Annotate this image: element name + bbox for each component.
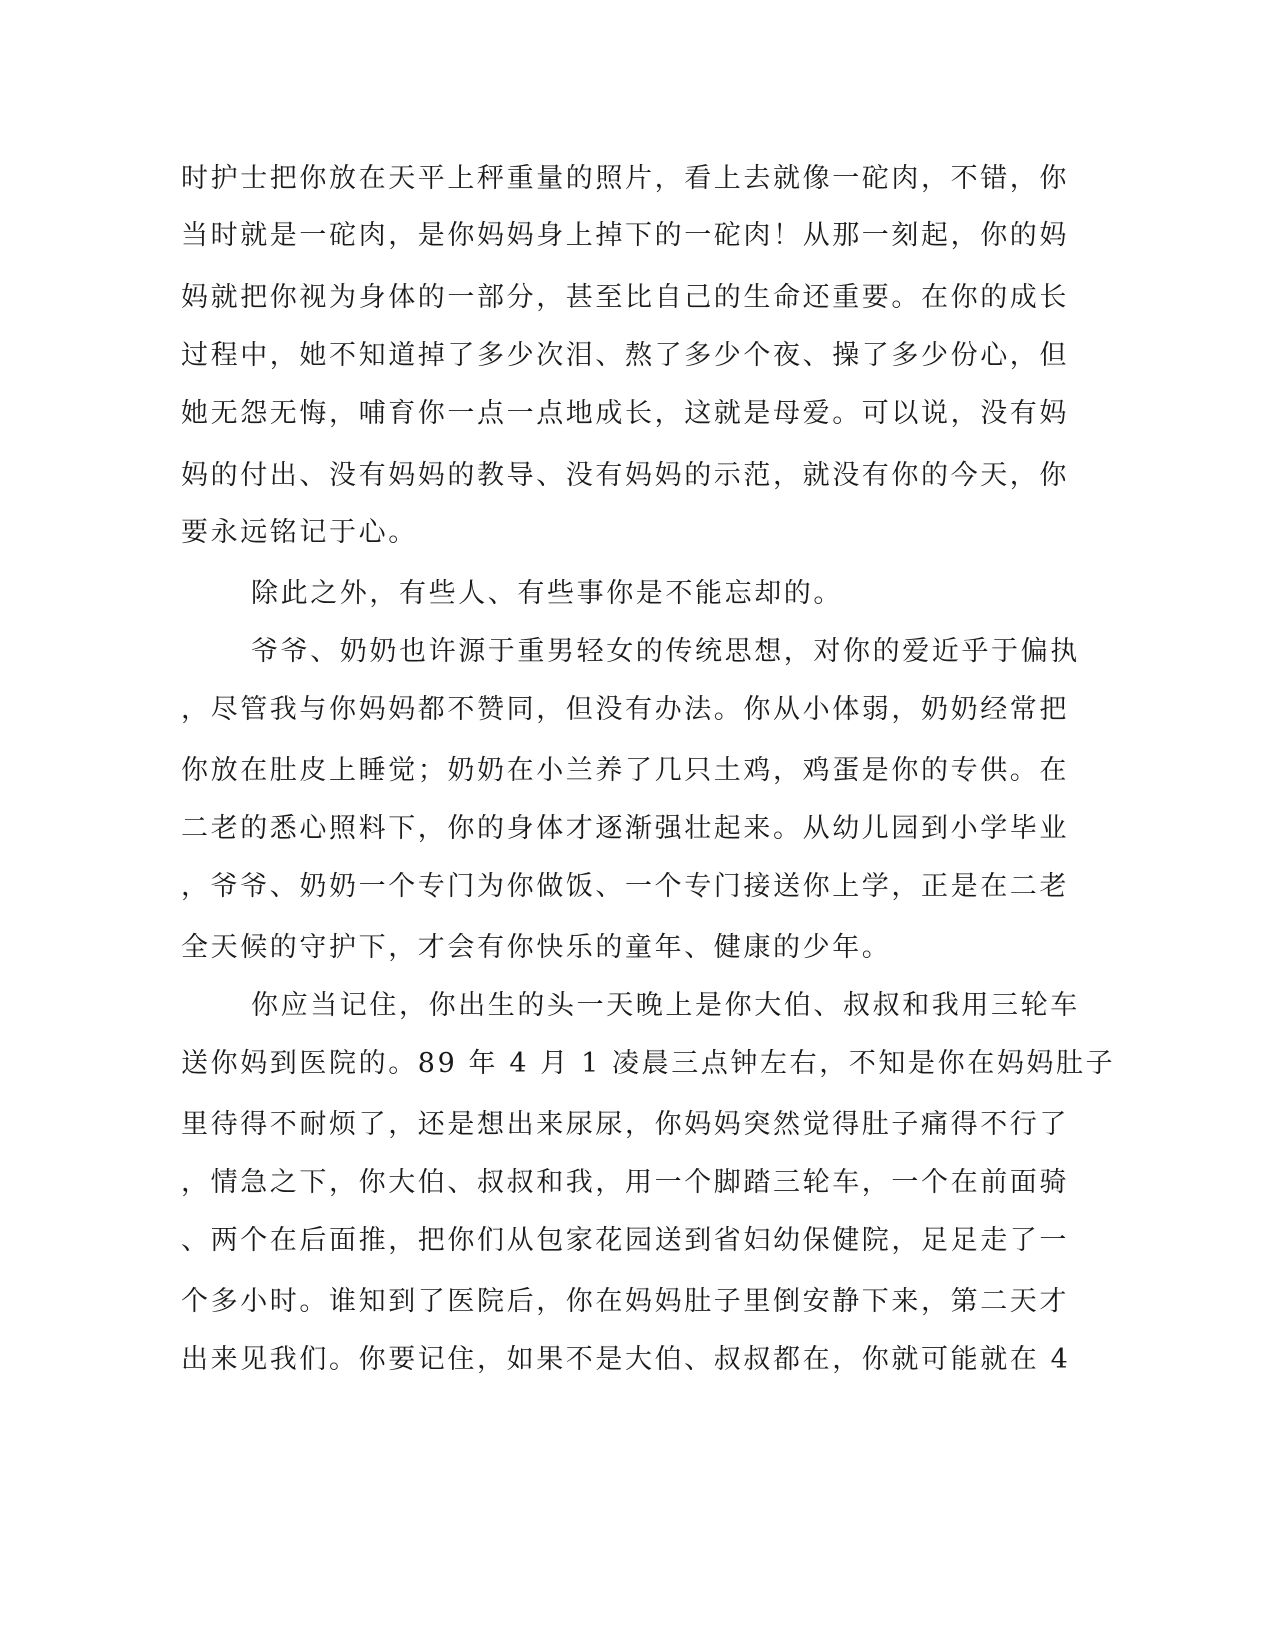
text-line: ，情急之下，你大伯、叔叔和我，用一个脚踏三轮车，一个在前面骑 [181,1167,1069,1198]
text-line: 全天候的守护下，才会有你快乐的童年、健康的少年。 [181,932,892,963]
text-line: ，尽管我与你妈妈都不赞同，但没有办法。你从小体弱，奶奶经常把 [181,694,1069,725]
text-line: 出来见我们。你要记住，如果不是大伯、叔叔都在，你就可能就在 4 [181,1344,1071,1375]
paragraph-first-line: 除此之外，有些人、有些事你是不能忘却的。 [251,578,843,609]
text-line: 她无怨无悔，哺育你一点一点地成长，这就是母爱。可以说，没有妈 [181,398,1069,429]
text-line: 、两个在后面推，把你们从包家花园送到省妇幼保健院，足足走了一 [181,1225,1069,1256]
paragraph-first-line: 你应当记住，你出生的头一天晚上是你大伯、叔叔和我用三轮车 [251,990,1080,1021]
text-line: 妈就把你视为身体的一部分，甚至比自己的生命还重要。在你的成长 [181,282,1069,313]
text-line: 时护士把你放在天平上秤重量的照片，看上去就像一砣肉，不错，你 [181,163,1069,194]
text-line: 要永远铭记于心。 [181,517,418,548]
paragraph-first-line: 爷爷、奶奶也许源于重男轻女的传统思想，对你的爱近乎于偏执 [251,636,1080,667]
text-line: 个多小时。谁知到了医院后，你在妈妈肚子里倒安静下来，第二天才 [181,1286,1069,1317]
text-line: 当时就是一砣肉，是你妈妈身上掉下的一砣肉！从那一刻起，你的妈 [181,220,1069,251]
text-line: 里待得不耐烦了，还是想出来尿尿，你妈妈突然觉得肚子痛得不行了 [181,1109,1069,1140]
text-line: ，爷爷、奶奶一个专门为你做饭、一个专门接送你上学，正是在二老 [181,871,1069,902]
text-line: 妈的付出、没有妈妈的教导、没有妈妈的示范，就没有你的今天，你 [181,460,1069,491]
text-line: 你放在肚皮上睡觉；奶奶在小兰养了几只土鸡，鸡蛋是你的专供。在 [181,755,1069,786]
text-line: 二老的悉心照料下，你的身体才逐渐强壮起来。从幼儿园到小学毕业 [181,813,1069,844]
text-line: 送你妈到医院的。89 年 4 月 1 凌晨三点钟左右，不知是你在妈妈肚子 [181,1048,1116,1079]
text-line: 过程中，她不知道掉了多少次泪、熬了多少个夜、操了多少份心，但 [181,340,1069,371]
